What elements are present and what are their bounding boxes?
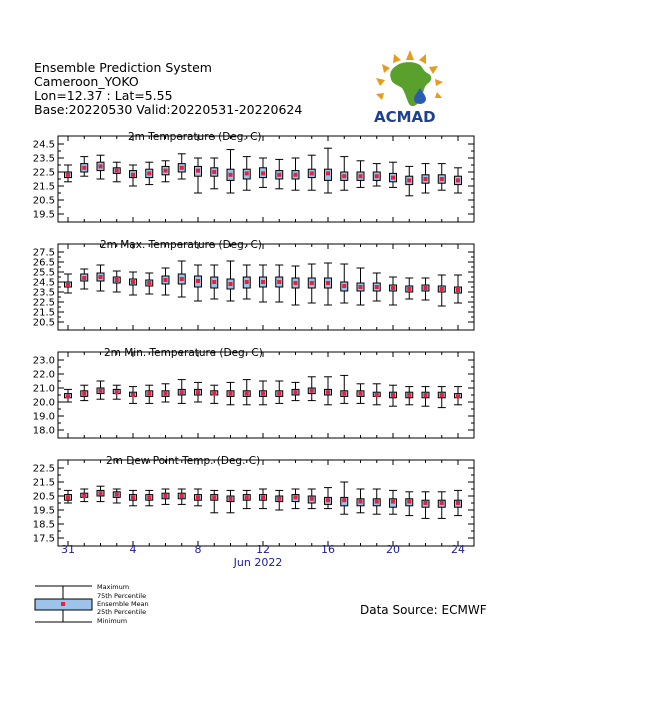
mean-marker <box>440 177 444 181</box>
mean-marker <box>424 177 428 181</box>
box-day-6 <box>162 268 170 295</box>
box-day-20 <box>389 162 397 187</box>
mean-marker <box>310 389 314 393</box>
box-day-9 <box>210 158 218 189</box>
mean-marker <box>391 286 395 290</box>
box-day-8 <box>194 158 202 193</box>
box-day-6 <box>162 384 170 402</box>
box-day-16 <box>324 488 332 509</box>
box-day-3 <box>113 271 121 292</box>
mean-marker <box>440 287 444 291</box>
panel-title: 2m Dew Point Temp. (Deg. C) <box>106 455 261 467</box>
mean-marker <box>99 389 103 393</box>
legend-75th: 75th Percentile <box>97 592 147 600</box>
box-day-14 <box>292 489 300 509</box>
mean-marker <box>164 169 168 173</box>
box-day-19 <box>373 273 381 301</box>
box-day-7 <box>178 489 186 504</box>
mean-marker <box>99 491 103 495</box>
y-tick-label: 20.5 <box>32 195 55 207</box>
box-day-24 <box>454 275 462 303</box>
box-day-15 <box>308 489 316 509</box>
mean-marker <box>115 169 119 173</box>
box-day-18 <box>357 489 365 513</box>
mean-marker <box>456 288 460 292</box>
mean-marker <box>375 393 379 397</box>
box-day-12 <box>259 381 267 405</box>
mean-marker <box>180 166 184 170</box>
legend-minimum: Minimum <box>97 617 128 625</box>
legend-maximum: Maximum <box>97 583 130 591</box>
mean-marker <box>131 393 135 397</box>
box-day-21 <box>405 278 413 299</box>
box-day-13 <box>275 265 283 302</box>
box-day-9 <box>210 490 218 512</box>
box-day-4 <box>129 165 137 186</box>
mean-marker <box>147 392 151 396</box>
mean-marker <box>212 495 216 499</box>
y-tick-label: 18.5 <box>32 519 55 531</box>
mean-marker <box>456 394 460 398</box>
y-tick-label: 24.5 <box>32 277 55 289</box>
box-day-11 <box>243 157 251 191</box>
x-axis-labels <box>61 543 465 556</box>
mean-marker <box>82 276 86 280</box>
box-day-19 <box>373 489 381 514</box>
mean-marker <box>407 500 411 504</box>
mean-marker <box>375 285 379 289</box>
box-day-1 <box>80 489 88 502</box>
box-day-3 <box>113 489 121 503</box>
box-day-21 <box>405 166 413 195</box>
mean-marker <box>277 280 281 284</box>
box-day-22 <box>422 164 430 193</box>
mean-marker <box>277 392 281 396</box>
mean-marker <box>359 174 363 178</box>
box-day-22 <box>422 387 430 407</box>
box-day-10 <box>227 261 235 301</box>
box-day-15 <box>308 377 316 401</box>
mean-marker <box>180 390 184 394</box>
panel-title: 2m Temperature (Deg. C) <box>128 131 262 143</box>
mean-marker <box>277 173 281 177</box>
box-day-16 <box>324 377 332 405</box>
box-day-24 <box>454 490 462 515</box>
mean-marker <box>229 282 233 286</box>
y-tick-label: 18.0 <box>32 425 55 437</box>
y-tick-label: 19.0 <box>32 411 55 423</box>
y-tick-label: 19.5 <box>32 505 55 517</box>
box-day-20 <box>389 385 397 406</box>
box-day-21 <box>405 387 413 405</box>
mean-marker <box>440 501 444 505</box>
mean-marker <box>326 281 330 285</box>
y-tick-label: 22.5 <box>32 463 55 475</box>
mean-marker <box>66 394 70 398</box>
mean-marker <box>196 279 200 283</box>
mean-marker <box>440 393 444 397</box>
acmad-logo <box>374 50 443 126</box>
mean-marker <box>229 392 233 396</box>
legend-mean-marker <box>61 602 65 606</box>
box-day-7 <box>178 380 186 404</box>
box-day-22 <box>422 278 430 300</box>
mean-marker <box>66 495 70 499</box>
mean-marker <box>164 392 168 396</box>
panel-1 <box>33 131 474 222</box>
mean-marker <box>66 173 70 177</box>
box-day-7 <box>178 154 186 179</box>
box-day-13 <box>275 159 283 188</box>
box-day-10 <box>227 150 235 193</box>
x-axis-month-label: Jun 2022 <box>233 556 283 569</box>
y-tick-label: 27.5 <box>32 247 55 259</box>
mean-marker <box>391 500 395 504</box>
box-day-23 <box>438 492 446 519</box>
mean-marker <box>196 169 200 173</box>
header-coordinates: Lon=12.37 : Lat=5.55 <box>34 88 173 103</box>
mean-marker <box>212 280 216 284</box>
box-day-19 <box>373 384 381 405</box>
mean-marker <box>164 494 168 498</box>
header-dates: Base:20220530 Valid:20220531-20220624 <box>34 102 303 117</box>
mean-marker <box>391 176 395 180</box>
mean-marker <box>342 174 346 178</box>
mean-marker <box>424 393 428 397</box>
mean-marker <box>261 495 265 499</box>
panel-title: 2m Max. Temperature (Deg. C) <box>100 239 262 251</box>
box-day-9 <box>210 265 218 299</box>
y-tick-label: 23.5 <box>32 153 55 165</box>
y-tick-label: 21.0 <box>32 383 55 395</box>
mean-marker <box>294 495 298 499</box>
box-day-10 <box>227 490 235 512</box>
mean-marker <box>342 498 346 502</box>
mean-marker <box>359 392 363 396</box>
box-day-13 <box>275 490 283 510</box>
mean-marker <box>245 171 249 175</box>
box-day-23 <box>438 164 446 191</box>
box-day-20 <box>389 490 397 514</box>
logo-text: ACMAD <box>374 108 436 126</box>
mean-marker <box>326 171 330 175</box>
mean-marker <box>82 494 86 498</box>
box-day-2 <box>97 381 105 399</box>
mean-marker <box>131 280 135 284</box>
mean-marker <box>456 178 460 182</box>
box-day-18 <box>357 384 365 404</box>
box-day-16 <box>324 263 332 305</box>
mean-marker <box>310 281 314 285</box>
box-day-3 <box>113 162 121 182</box>
mean-marker <box>82 392 86 396</box>
box-day-2 <box>97 155 105 179</box>
mean-marker <box>131 495 135 499</box>
box-day-11 <box>243 380 251 405</box>
mean-marker <box>424 286 428 290</box>
mean-marker <box>229 497 233 501</box>
box-day-23 <box>438 387 446 408</box>
mean-marker <box>456 501 460 505</box>
y-tick-label: 20.5 <box>32 317 55 329</box>
mean-marker <box>115 278 119 282</box>
box-day-5 <box>145 490 153 505</box>
box-day-7 <box>178 261 186 297</box>
x-tick-label: 4 <box>129 543 137 556</box>
box-day-13 <box>275 381 283 403</box>
mean-marker <box>147 281 151 285</box>
mean-marker <box>245 280 249 284</box>
mean-marker <box>261 280 265 284</box>
y-tick-label: 20.5 <box>32 491 55 503</box>
box-day-22 <box>422 492 430 519</box>
box-day-2 <box>97 265 105 291</box>
box-day-1 <box>80 157 88 177</box>
mean-marker <box>261 392 265 396</box>
box-day-5 <box>145 273 153 294</box>
y-tick-label: 24.5 <box>32 139 55 151</box>
box-day-0 <box>64 165 72 182</box>
box-day-24 <box>454 387 462 405</box>
mean-marker <box>245 392 249 396</box>
box-day-20 <box>389 277 397 305</box>
box-day-8 <box>194 489 202 506</box>
mean-marker <box>99 164 103 168</box>
mean-marker <box>164 278 168 282</box>
mean-marker <box>147 171 151 175</box>
legend <box>35 583 149 625</box>
mean-marker <box>196 495 200 499</box>
x-tick-label: 16 <box>321 543 335 556</box>
box-day-19 <box>373 164 381 186</box>
box-day-18 <box>357 161 365 188</box>
box-day-0 <box>64 490 72 503</box>
x-tick-label: 24 <box>451 543 465 556</box>
box-day-4 <box>129 387 137 404</box>
mean-marker <box>277 497 281 501</box>
mean-marker <box>359 500 363 504</box>
mean-marker <box>391 393 395 397</box>
mean-marker <box>342 392 346 396</box>
box-day-14 <box>292 382 300 400</box>
box-day-11 <box>243 490 251 508</box>
mean-marker <box>407 287 411 291</box>
x-tick-label: 31 <box>61 543 75 556</box>
box-day-17 <box>340 375 348 403</box>
box-day-17 <box>340 264 348 303</box>
box-day-3 <box>113 385 121 399</box>
box-day-6 <box>162 489 170 504</box>
box-day-14 <box>292 266 300 305</box>
x-tick-label: 8 <box>194 543 202 556</box>
box-day-12 <box>259 158 267 187</box>
y-tick-label: 22.5 <box>32 297 55 309</box>
box-day-16 <box>324 148 332 193</box>
panel-2 <box>33 239 474 330</box>
mean-marker <box>375 500 379 504</box>
box-day-4 <box>129 490 137 505</box>
box-day-0 <box>64 389 72 402</box>
mean-marker <box>342 284 346 288</box>
box-day-1 <box>80 269 88 289</box>
box-day-9 <box>210 385 218 403</box>
mean-marker <box>294 281 298 285</box>
mean-marker <box>294 173 298 177</box>
mean-marker <box>147 495 151 499</box>
y-tick-label: 21.5 <box>32 307 55 319</box>
mean-marker <box>375 174 379 178</box>
mean-marker <box>326 498 330 502</box>
mean-marker <box>359 285 363 289</box>
box-day-21 <box>405 492 413 516</box>
y-tick-label: 19.5 <box>32 209 55 221</box>
mean-marker <box>82 166 86 170</box>
header-title: Ensemble Prediction System <box>34 60 212 75</box>
box-day-12 <box>259 265 267 302</box>
mean-marker <box>229 173 233 177</box>
header-station: Cameroon_YOKO <box>34 74 139 89</box>
mean-marker <box>115 390 119 394</box>
box-day-17 <box>340 157 348 191</box>
mean-marker <box>310 171 314 175</box>
box-day-8 <box>194 382 202 402</box>
mean-marker <box>294 390 298 394</box>
mean-marker <box>196 390 200 394</box>
mean-marker <box>66 283 70 287</box>
mean-marker <box>245 495 249 499</box>
y-tick-label: 21.5 <box>32 181 55 193</box>
panel-3 <box>33 347 474 438</box>
y-tick-label: 22.5 <box>32 167 55 179</box>
y-tick-label: 17.5 <box>32 533 55 545</box>
data-source: Data Source: ECMWF <box>360 603 487 617</box>
mean-marker <box>131 173 135 177</box>
box-day-14 <box>292 158 300 190</box>
box-day-24 <box>454 168 462 193</box>
box-day-4 <box>129 272 137 295</box>
box-day-6 <box>162 161 170 182</box>
mean-marker <box>99 275 103 279</box>
y-tick-label: 20.0 <box>32 397 55 409</box>
box-day-17 <box>340 482 348 514</box>
mean-marker <box>180 277 184 281</box>
box-day-5 <box>145 162 153 184</box>
box-day-12 <box>259 489 267 509</box>
box-day-15 <box>308 155 316 190</box>
y-tick-label: 23.5 <box>32 287 55 299</box>
box-day-11 <box>243 265 251 299</box>
mean-marker <box>407 178 411 182</box>
y-tick-label: 26.5 <box>32 257 55 269</box>
y-tick-label: 25.5 <box>32 267 55 279</box>
mean-marker <box>261 171 265 175</box>
mean-marker <box>326 390 330 394</box>
y-tick-label: 21.5 <box>32 477 55 489</box>
panel-4 <box>33 455 474 546</box>
box-day-18 <box>357 268 365 305</box>
box-day-5 <box>145 385 153 403</box>
mean-marker <box>180 494 184 498</box>
mean-marker <box>212 392 216 396</box>
mean-marker <box>212 170 216 174</box>
panel-title: 2m Min. Temperature (Deg. C) <box>104 347 263 359</box>
mean-marker <box>407 393 411 397</box>
y-tick-label: 23.0 <box>32 355 55 367</box>
box-day-23 <box>438 275 446 306</box>
legend-mean: Ensemble Mean <box>97 600 149 608</box>
x-tick-label: 20 <box>386 543 400 556</box>
mean-marker <box>424 501 428 505</box>
mean-marker <box>115 493 119 497</box>
legend-25th: 25th Percentile <box>97 608 147 616</box>
mean-marker <box>310 497 314 501</box>
panels <box>33 131 474 546</box>
box-day-10 <box>227 382 235 404</box>
box-day-0 <box>64 274 72 293</box>
box-day-8 <box>194 265 202 301</box>
x-tick-label: 12 <box>256 543 270 556</box>
box-day-15 <box>308 264 316 303</box>
box-day-1 <box>80 385 88 400</box>
y-tick-label: 22.0 <box>32 369 55 381</box>
box-day-2 <box>97 486 105 501</box>
header <box>34 60 302 117</box>
